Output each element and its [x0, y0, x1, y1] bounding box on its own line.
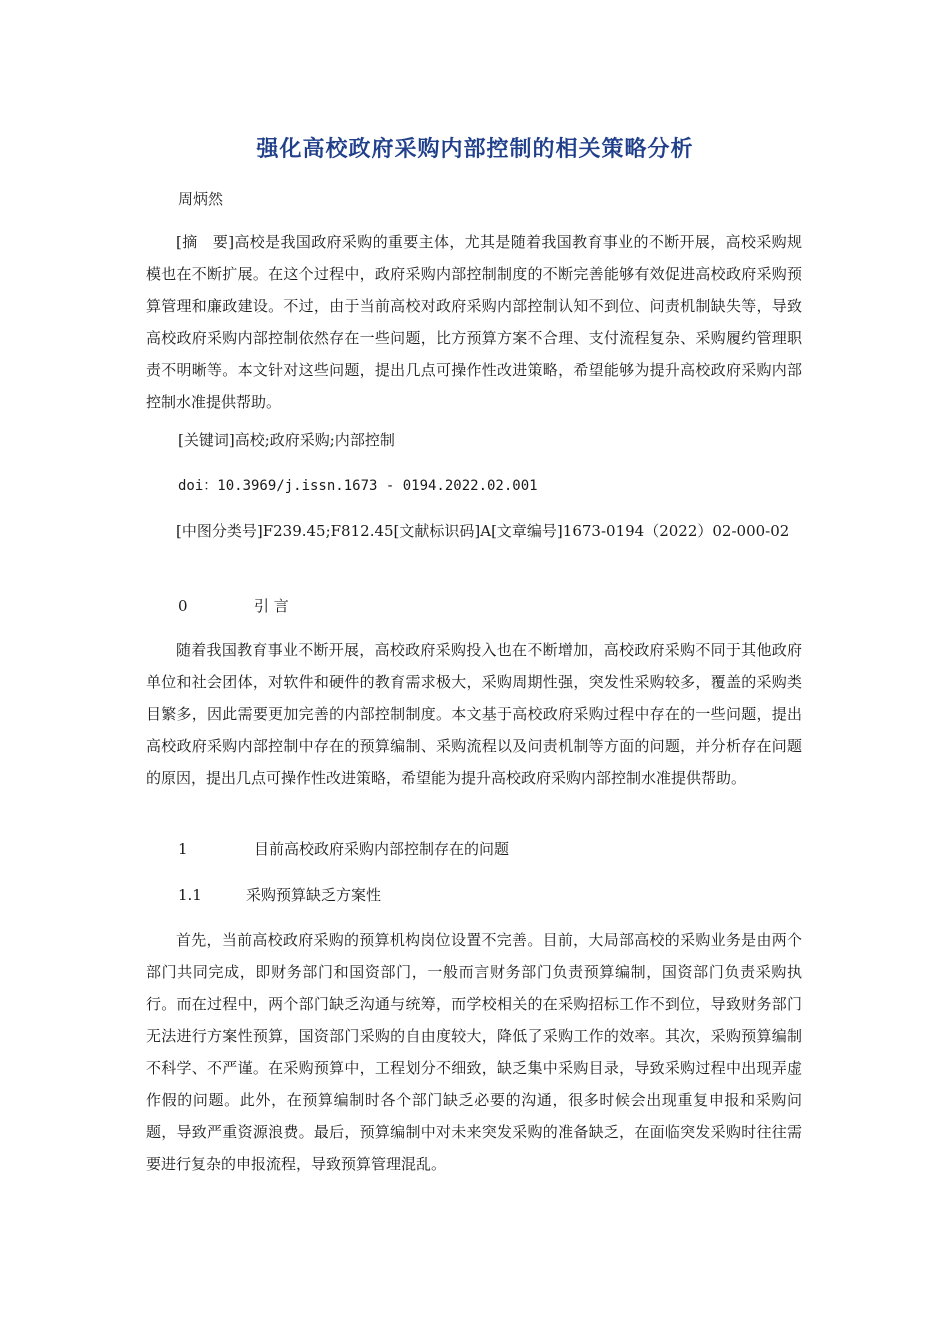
- keywords-line: [关键词]高校;政府采购;内部控制: [178, 431, 395, 449]
- section-number: 0: [178, 597, 188, 615]
- paper-title: 强化高校政府采购内部控制的相关策略分析: [256, 137, 694, 162]
- body-paragraph-1-1: 首先，当前高校政府采购的预算机构岗位设置不完善。目前，大局部高校的采购业务是由两个部门共同完成，即财务部门和国资部门，一般而言财务部门负责预算编制，国资部门负责采购执行。而在过程中，两个部门缺乏沟通与统筹，而学校相关的在采购招标工作不到位，导致财务部门无法进行方案性预算，国资部门采购的自由度较大，降低了采购工作的效率。其次，采购预算编制不科学、不严谨。在采购预算中，工程划分不细致，缺乏集中采购目录，导致采购过程中出现弄虚作假的问题。此外，在预算编制时各个部门缺乏必要的沟通，很多时候会出现重复申报和采购问题，导致严重资源浪费。最后，预算编制中对未来突发采购的准备缺乏，在面临突发采购时往往需要进行复杂的申报流程，导致预算管理混乱。: [146, 931, 802, 1173]
- section-title: 引 言: [254, 597, 289, 615]
- intro-paragraph: 随着我国教育事业不断开展，高校政府采购投入也在不断增加，高校政府采购不同于其他政府单位和社会团体，对软件和硬件的教育需求极大，采购周期性强，突发性采购较多，覆盖的采购类目繁多，因此需要更加完善的内部控制制度。本文基于高校政府采购过程中存在的一些问题，提出高校政府采购内部控制中存在的预算编制、采购流程以及问责机制等方面的问题，并分析存在问题的原因，提出几点可操作性改进策略，希望能为提升高校政府采购内部控制水准提供帮助。: [146, 641, 802, 787]
- subsection-heading-1-1: [178, 879, 381, 911]
- section-heading-intro: [178, 590, 289, 622]
- doi-line: doi：10.3969/j.issn.1673 - 0194.2022.02.001: [178, 478, 538, 494]
- classification-line: [中图分类号]F239.45;F812.45[文献标识码]A[文章编号]1673-0194（2022）02-000-02: [176, 522, 790, 540]
- section-number: 1: [178, 840, 188, 858]
- section-heading-1: [178, 833, 509, 865]
- author-name: 周炳然: [178, 190, 224, 208]
- abstract-paragraph: [摘 要]高校是我国政府采购的重要主体，尤其是随着我国教育事业的不断开展，高校采购规模也在不断扩展。在这个过程中，政府采购内部控制制度的不断完善能够有效促进高校政府采购预算管理和廉政建设。不过，由于当前高校对政府采购内部控制认知不到位、问责机制缺失等，导致高校政府采购内部控制依然存在一些问题，比方预算方案不合理、支付流程复杂、采购履约管理职责不明晰等。本文针对这些问题，提出几点可操作性改进策略，希望能够为提升高校政府采购内部控制水准提供帮助。: [146, 233, 802, 411]
- subsection-title: 采购预算缺乏方案性: [246, 886, 382, 904]
- section-title: 目前高校政府采购内部控制存在的问题: [254, 840, 510, 858]
- subsection-number: 1.1: [178, 886, 202, 904]
